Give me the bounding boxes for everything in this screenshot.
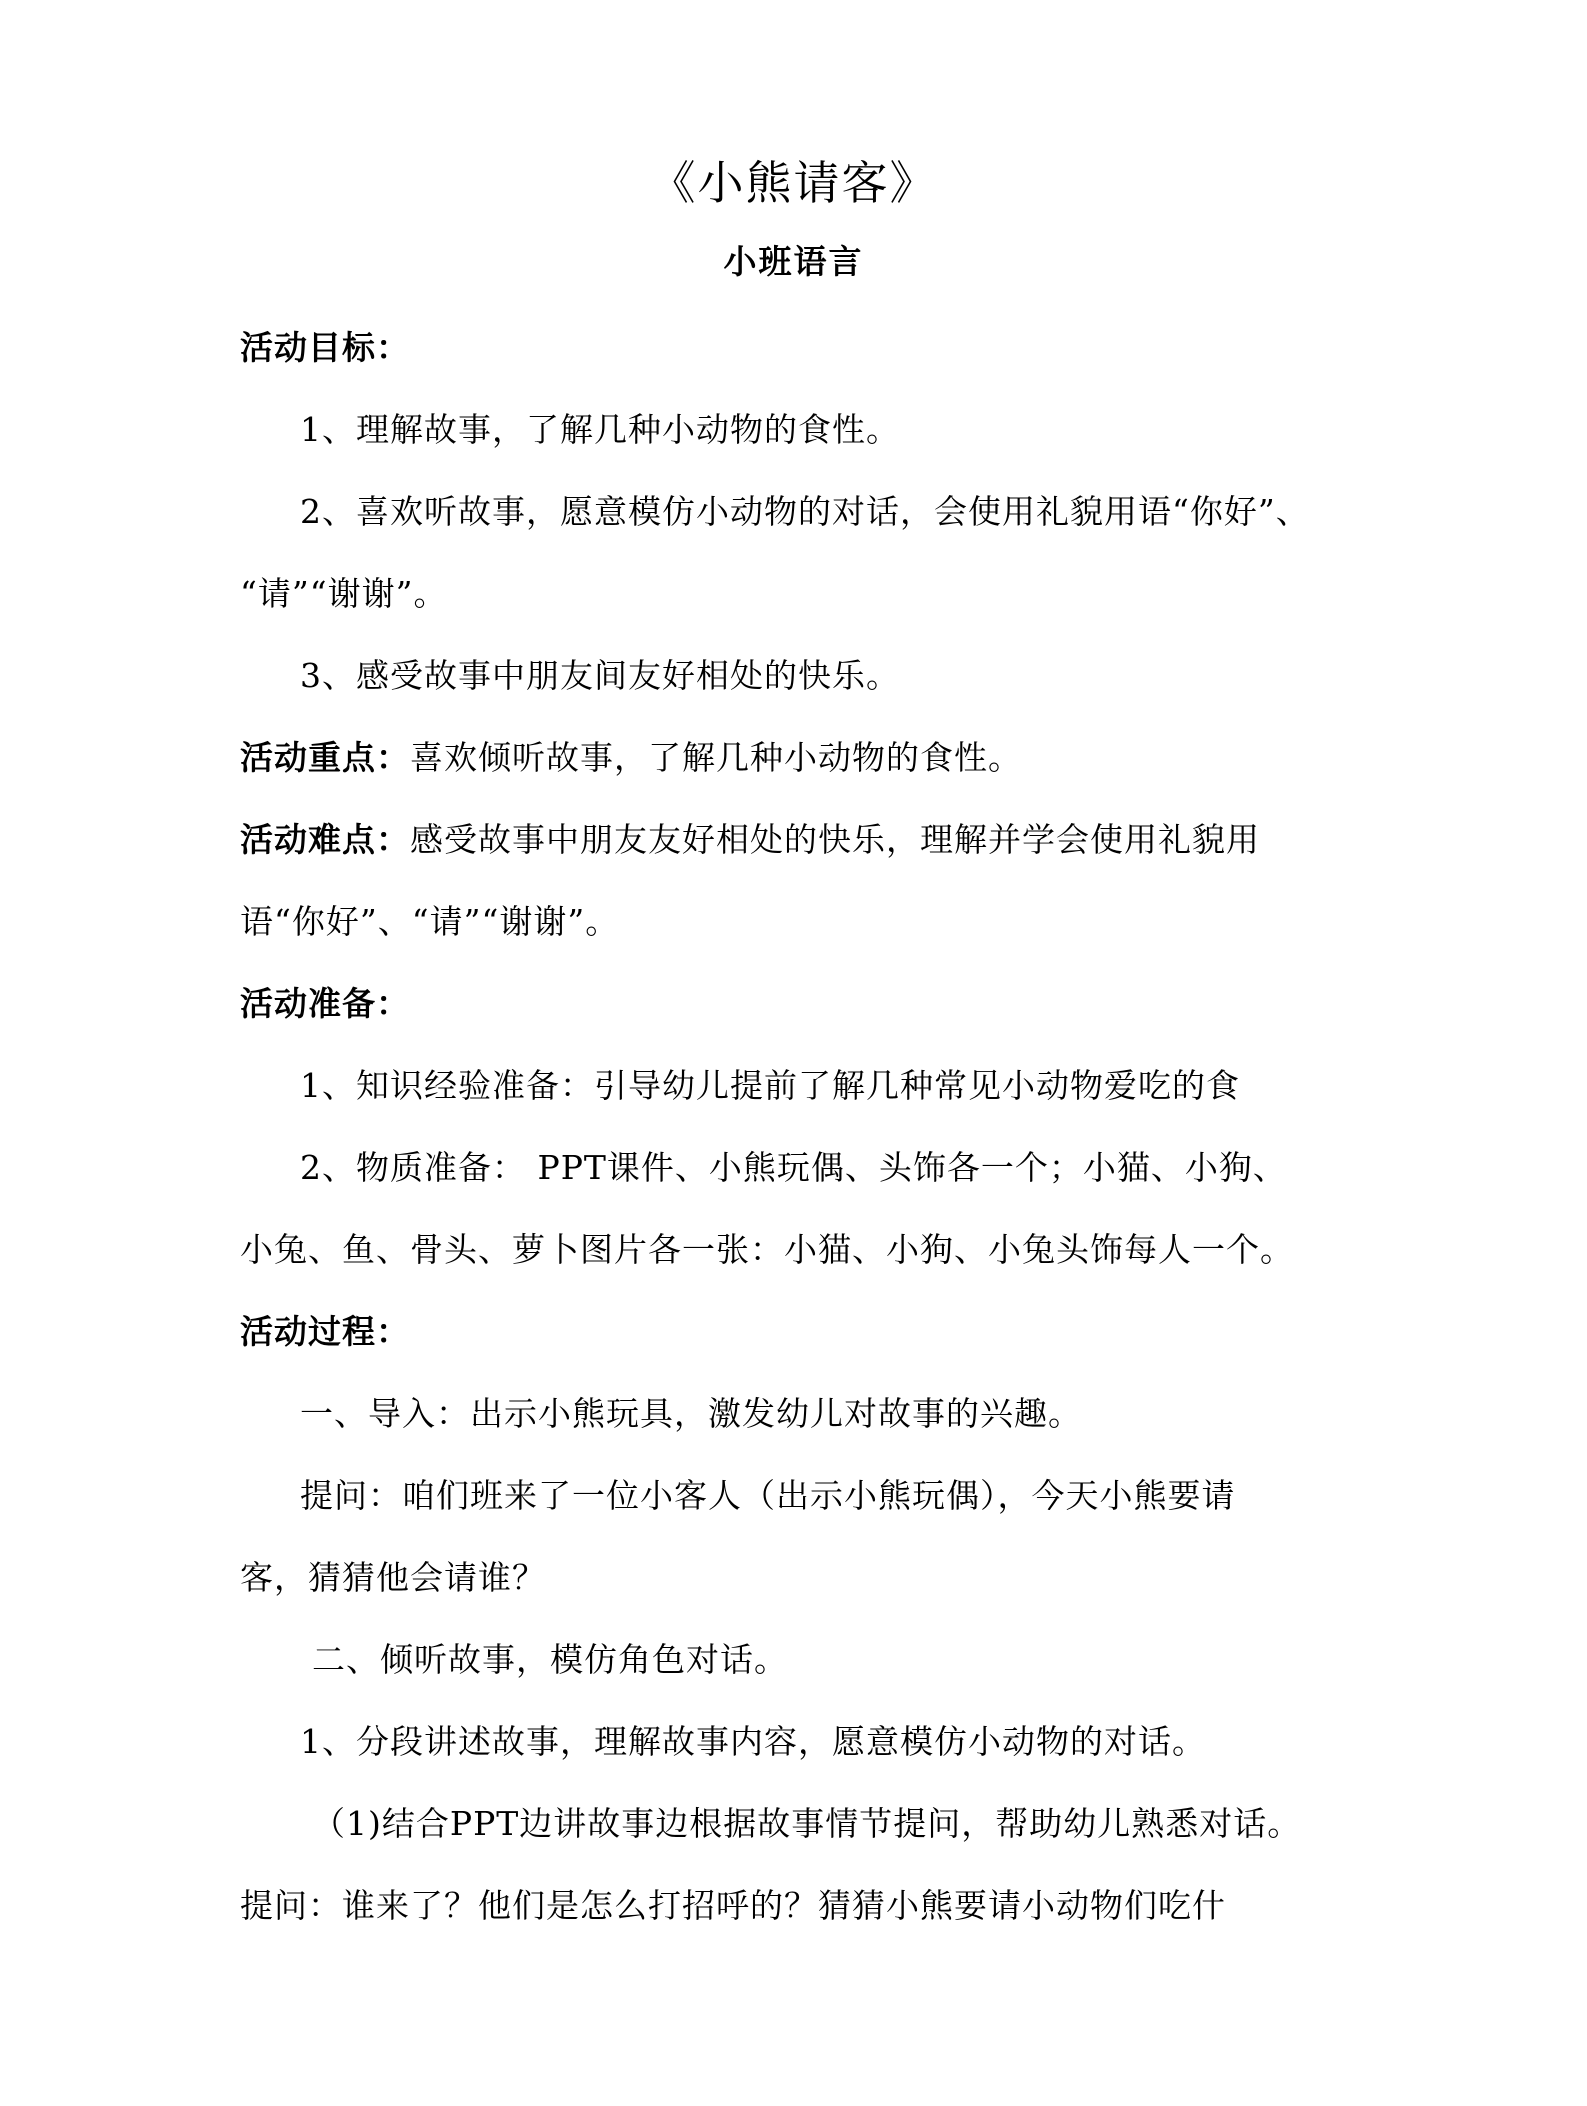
process-line-7: 提问：谁来了？他们是怎么打招呼的？猜猜小熊要请小动物们吃什 xyxy=(240,1886,1226,1925)
preparation-item-1: 1、知识经验准备：引导幼儿提前了解几种常见小动物爱吃的食 xyxy=(300,1066,1240,1105)
difficulty-text: 感受故事中朋友友好相处的快乐，理解并学会使用礼貌用 xyxy=(410,820,1260,859)
goal-item-2-continuation: “请”“谢谢”。 xyxy=(240,574,448,613)
process-line-1: 一、导入：出示小熊玩具，激发幼儿对故事的兴趣。 xyxy=(300,1394,1082,1433)
difficulty-continuation: 语“你好”、“请”“谢谢”。 xyxy=(240,902,620,941)
preparation-heading: 活动准备： xyxy=(240,984,410,1023)
process-line-6: （1)结合PPT边讲故事边根据故事情节提问，帮助幼儿熟悉对话。 xyxy=(312,1804,1302,1843)
process-line-3: 客，猜猜他会请谁？ xyxy=(240,1558,546,1597)
process-heading: 活动过程： xyxy=(240,1312,410,1351)
goals-heading: 活动目标： xyxy=(240,328,410,367)
preparation-item-2: 2、物质准备： PPT课件、小熊玩偶、头饰各一个；小猫、小狗、 xyxy=(300,1148,1287,1187)
preparation-item-2-continuation: 小兔、鱼、骨头、萝卜图片各一张：小猫、小狗、小兔头饰每人一个。 xyxy=(240,1230,1294,1269)
key-point-line xyxy=(240,738,1022,778)
document-subtitle: 小班语言 xyxy=(723,242,864,281)
key-point-label: 活动重点： xyxy=(240,738,410,777)
goal-item-3: 3、感受故事中朋友间友好相处的快乐。 xyxy=(300,656,900,695)
process-line-4: 二、倾听故事，模仿角色对话。 xyxy=(312,1640,788,1679)
process-line-5: 1、分段讲述故事，理解故事内容，愿意模仿小动物的对话。 xyxy=(300,1722,1206,1761)
difficulty-label: 活动难点： xyxy=(240,820,410,859)
document-title: 《小熊请客》 xyxy=(649,156,938,210)
process-line-2: 提问：咱们班来了一位小客人（出示小熊玩偶），今天小熊要请 xyxy=(300,1476,1236,1515)
goal-item-1: 1、理解故事，了解几种小动物的食性。 xyxy=(300,410,900,449)
difficulty-line xyxy=(240,820,1260,860)
key-point-text: 喜欢倾听故事，了解几种小动物的食性。 xyxy=(410,738,1022,777)
goal-item-2: 2、喜欢听故事，愿意模仿小动物的对话，会使用礼貌用语“你好”、 xyxy=(300,492,1310,531)
